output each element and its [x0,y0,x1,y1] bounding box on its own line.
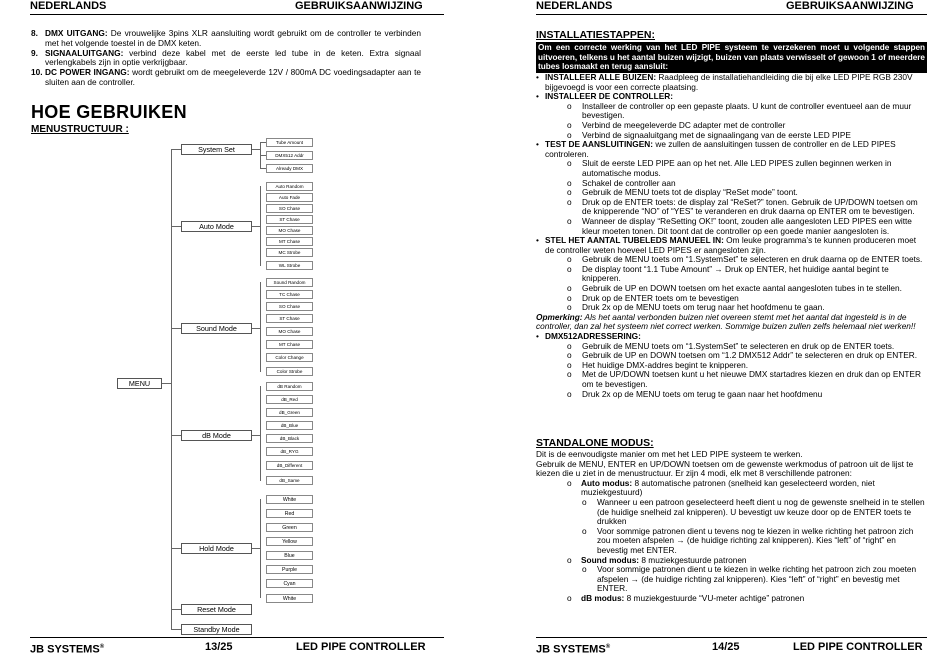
list-item: o Auto modus: 8 automatische patronen (snelheid kan geselecteerd worden, niet muziekgestuurd) [567,477,875,498]
diagram-connector [260,499,261,598]
right-header-rule [536,14,927,15]
left-footer-product: LED PIPE CONTROLLER [296,641,426,653]
menu-leaf: White [266,495,313,504]
menu-leaf: dB_Blue [266,421,313,430]
left-footer-brand: JB SYSTEMS® [30,643,105,654]
list-item: o Gebruik de MENU toets tot de display “ReSet mode” toont. [567,187,798,198]
menu-leaf: White [266,594,313,603]
menu-leaf: Blue [266,551,313,560]
right-header-title: GEBRUIKSAANWIJZING [786,0,914,12]
reset-mode-box: Reset Mode [181,604,252,615]
left-header-language: NEDERLANDS [30,0,107,12]
list-item: o Druk 2x op de MENU toets om terug naar het hoofdmenu te gaan. [567,302,825,313]
diagram-connector [171,548,181,549]
menu-leaf: Purple [266,565,313,574]
menu-leaf: Auto Random [266,182,313,191]
right-header-language: NEDERLANDS [536,0,613,12]
list-item: o Verbind de meegeleverde DC adapter met de controller [567,119,786,130]
menu-structure-subtitle: MENUSTRUCTUUR : [31,124,129,135]
right-footer-product: LED PIPE CONTROLLER [793,641,923,653]
left-page-number: 13/25 [205,641,233,653]
list-item: o Druk 2x op de MENU toets om terug te gaan naar het hoofdmenu [567,388,823,399]
sound-mode-box: Sound Mode [181,323,252,334]
menu-leaf: Yellow [266,537,313,546]
list-item: o Gebruik de MENU toets om “1.SystemSet” te selecteren en druk daarna op de ENTER toets. [567,254,923,265]
menu-leaf: Already DMX [266,164,313,173]
menu-leaf: dB_RYG [266,447,313,456]
menu-leaf: MT Chase [266,237,313,246]
list-item: o Sound modus: 8 muziekgestuurde patronen [567,554,747,565]
install-steps [536,73,927,399]
diagram-connector [171,149,181,150]
menu-leaf: MO Chase [266,226,313,235]
list-item: o Druk op de ENTER toets om te bevestigen [567,292,739,303]
menu-leaf: Color Strobe [266,367,313,376]
menu-leaf: dB_Black [266,434,313,443]
list-item: 8. DMX UITGANG: De vrouwelijke 3pins XLR aansluiting wordt gebruikt om de controller te verbinden met het volgende toestel in de DMX keten. [31,28,421,48]
diagram-connector [171,609,181,610]
list-item: o Met de UP/DOWN toetsen kunt u het nieuwe DMX startadres kiezen en druk dan op ENTER om te bevestigen. [567,369,921,389]
list-item: • INSTALLEER DE CONTROLLER: [536,91,673,102]
diagram-connector [171,629,181,630]
diagram-connector [171,328,181,329]
page-title: HOE GEBRUIKEN [31,102,187,122]
diagram-connector [171,149,172,629]
standalone-description: Gebruik de MENU, ENTER en UP/DOWN toetsen om de gewenste werkmodus of patroon uit de lijst te kiezen die u ziet in de menustructuur. Er zijn 4 modi, elk met 8 verschillende patronen: [536,458,914,479]
right-footer-brand: JB SYSTEMS® [536,643,611,654]
install-section-title: INSTALLATIESTAPPEN: [536,29,655,41]
list-item: 9. SIGNAALUITGANG: verbind deze kabel met de eerste led tube in de keten. Extra signaal verlengkabels zijn in optie verkrijgbaar. [31,47,421,68]
menu-leaf: MO Chase [266,327,313,336]
list-item: o Gebruik de MENU toets om “1.SystemSet” te selecteren en druk op de ENTER toets. [567,340,895,351]
menu-leaf: Auto Fade [266,193,313,202]
menu-leaf: Color Change [266,353,313,362]
menu-leaf: Red [266,509,313,518]
list-item: o Gebruik de UP en DOWN toetsen om het exacte aantal aangesloten tubes in te stellen. [567,283,902,294]
list-item: • TEST DE AANSLUITINGEN: we zullen de aansluitingen tussen de controller en de LED PIPES controleren. [536,139,896,159]
list-item: o Voor sommige patronen dient u tevens nog te kiezen in welke richting het patroon zich zou moeten afspelen → (de huidige richting zal knipperen). Kies “left” of “right” en bevestig met ENTER. [582,525,914,555]
system-set-box: System Set [181,144,252,155]
left-header-title: GEBRUIKSAANWIJZING [295,0,423,12]
connections-list [31,29,421,88]
left-footer-rule [30,637,444,638]
diagram-connector [252,435,260,436]
remark-note: Opmerking: Als het aantal verbonden buizen niet overeen stemt met het aantal dat ingesteld is in de controller, dan zal het systeem niet correct werken. Sommige buizen zullen zelfs helemaal niet werken!! [536,311,916,332]
list-item: o Gebruik de UP en DOWN toetsen om “1.2 DMX512 Addr” te selecteren en druk op ENTER. [567,350,918,361]
list-item: • INSTALLEER ALLE BUIZEN: Raadpleeg de installatiehandleiding die bij elke LED PIPE RGB 230V bijgevoegd is voor een correcte plaatsing. [536,72,913,92]
diagram-connector [252,149,260,150]
menu-leaf: MT Chase [266,340,313,349]
diagram-connector [260,282,261,372]
list-item: o Installeer de controller op een gepaste plaats. U kunt de controller eventueel aan de muur bevestigen. [567,100,912,121]
menu-leaf: Green [266,523,313,532]
menu-leaf: WL Strobe [266,261,313,270]
menu-leaf: ST Chase [266,215,313,224]
list-item: o dB modus: 8 muziekgestuurde “VU-meter achtige” patronen [567,592,805,603]
menu-leaf: SO Chase [266,204,313,213]
db-mode-box: dB Mode [181,430,252,441]
diagram-connector [161,383,171,384]
list-item: o Wanneer u een patroon geselecteerd heeft dient u nog de gewenste snelheid in te stellen (de huidige snelheid zal knipperen). U bevestigt uw keuze door op de ENTER toets te drukken [582,496,925,527]
menu-leaf: dB_Different [266,461,313,470]
right-page-number: 14/25 [712,641,740,653]
standalone-section-title: STANDALONE MODUS: [536,437,654,449]
list-item: o Schakel de controller aan [567,177,676,188]
diagram-connector [252,548,260,549]
list-item: o Voor sommige patronen dient u te kiezen in welke richting het patroon zich zou moeten afspelen → (de huidige richting zal knipperen). Kies “left” of “right” en bevestig met ENTER. [582,564,917,594]
diagram-connector [171,435,181,436]
left-header-rule [30,14,444,15]
menu-leaf: Tube Amount [266,138,313,147]
menu-leaf: dB_Same [266,476,313,485]
menu-leaf: dB_Red [266,395,313,404]
diagram-connector [171,226,181,227]
list-item: o Sluit de eerste LED PIPE aan op het net. Alle LED PIPES zullen beginnen werken in automatische modus. [567,158,892,178]
hold-mode-box: Hold Mode [181,543,252,554]
list-item: 10. DC POWER INGANG: wordt gebruikt om de meegeleverde 12V / 800mA DC voedingsadapter aan te sluiten aan de controller. [31,67,421,87]
standby-mode-box: Standby Mode [181,624,252,635]
list-item: o Het huidige DMX-addres begint te knipperen. [567,359,749,370]
list-item: o De display toont “1.1 Tube Amount” → Druk op ENTER, het huidige aantal begint te knipperen. [567,263,889,284]
list-item: o Druk op de ENTER toets: de display zal “ReSet?” tonen. Gebruik de UP/DOWN toetsen om de knipperende “NO” of “YES” te veranderen en druk daarna op ENTER om te bevestigen. [567,196,918,217]
diagram-connector [260,386,261,481]
install-banner: Om een correcte werking van het LED PIPE systeem te verzekeren moet u volgende stappen uitvoeren, telkens u het aantal buizen wijzigt, buizen van plaats verwisselt of gewoon 1 of meerdere tubes losmaakt en terug aansluit: [538,43,925,72]
standalone-intro: Dit is de eenvoudigste manier om met het LED PIPE systeem te werken. [536,449,803,459]
diagram-connector [252,226,260,227]
list-item: o Verbind de signaaluitgang met de signaalingang van de eerste LED PIPE [567,129,851,140]
menu-leaf: dB Random [266,382,313,391]
diagram-connector [252,328,260,329]
list-item: • STEL HET AANTAL TUBELEDS MANUEEL IN: Om leuke programma’s te kunnen produceren moet de controller weten hoeveel LED PIPES er aangesloten zijn. [536,235,917,255]
menu-leaf: MC Strobe [266,248,313,257]
menu-root-box: MENU [117,378,162,389]
list-item: • DMX512ADRESSERING: [536,331,641,342]
menu-leaf: ST Chase [266,314,313,323]
menu-leaf: TC Chase [266,290,313,299]
menu-leaf: DMX512 Addr [266,151,313,160]
list-item: o Wanneer de display “ReSetting OK!” toont, zouden alle aangesloten LED PIPES een witte kleur moeten tonen. Dit toont dat de controller op een goede manier aangesloten is. [567,215,912,236]
diagram-connector [260,186,261,266]
menu-leaf: dB_Green [266,408,313,417]
right-footer-rule [536,637,927,638]
menu-leaf: Sound Random [266,278,313,287]
auto-mode-box: Auto Mode [181,221,252,232]
menu-leaf: SO Chase [266,302,313,311]
menu-leaf: Cyan [266,579,313,588]
standalone-body [536,450,927,604]
